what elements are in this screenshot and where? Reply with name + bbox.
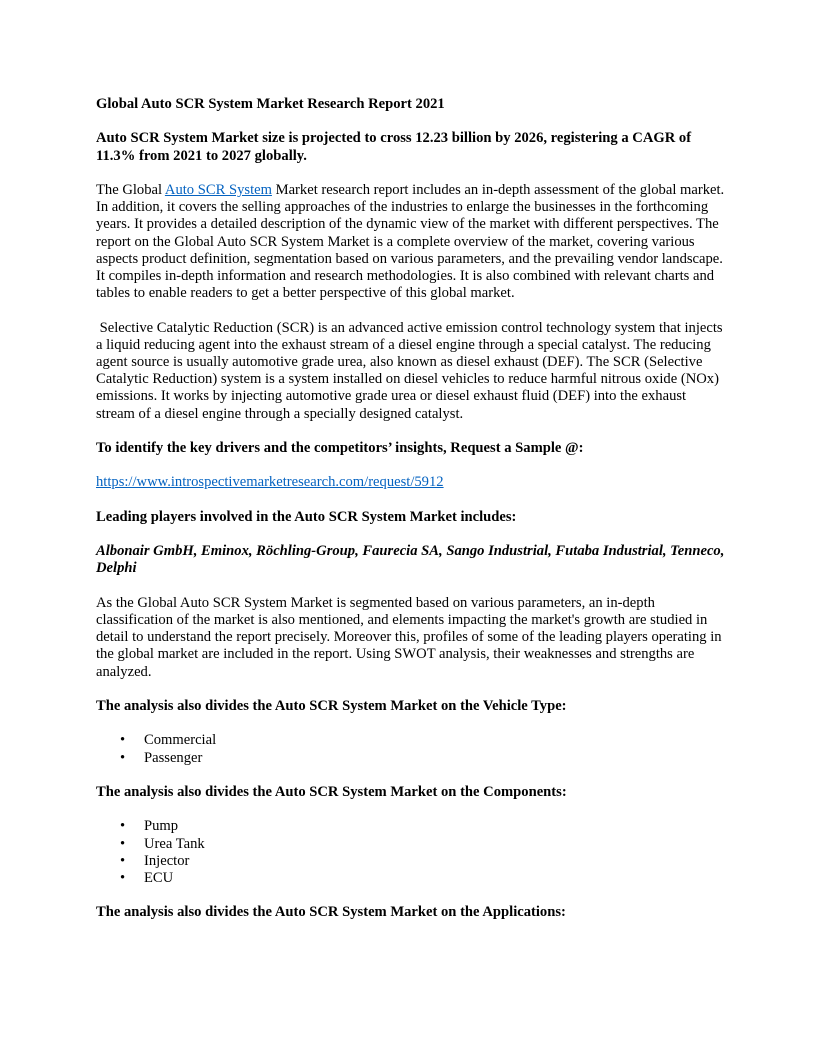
list-item bbox=[120, 852, 726, 870]
list-item bbox=[120, 869, 726, 887]
auto-scr-system-link[interactable]: Auto SCR System bbox=[164, 181, 272, 198]
market-size-headline: Auto SCR System Market size is projected to cross 12.23 billion by 2026, registering a CAGR of 11.3% from 2021 to 2027 globally. bbox=[96, 130, 692, 164]
intro-paragraph bbox=[96, 182, 726, 302]
bullet-icon: • bbox=[120, 835, 126, 852]
list-item-label: Pump bbox=[144, 818, 179, 835]
vehicle-type-heading: The analysis also divides the Auto SCR System Market on the Vehicle Type: bbox=[96, 697, 567, 714]
list-item bbox=[120, 732, 726, 749]
list-item bbox=[120, 835, 726, 853]
list-item-label: ECU bbox=[144, 869, 174, 886]
sample-request-link-paragraph bbox=[96, 474, 726, 491]
applications-heading: The analysis also divides the Auto SCR System Market on the Applications: bbox=[96, 904, 566, 921]
list-item-label: Passenger bbox=[144, 749, 203, 766]
list-item bbox=[120, 818, 726, 835]
document-title: Global Auto SCR System Market Research Report 2021 bbox=[96, 96, 445, 112]
players-heading: Leading players involved in the Auto SCR System Market includes: bbox=[96, 508, 517, 525]
vehicle-type-list bbox=[96, 732, 726, 766]
list-item-label: Injector bbox=[144, 852, 190, 869]
list-item bbox=[120, 749, 726, 767]
document-page bbox=[96, 96, 726, 939]
bullet-icon: • bbox=[120, 818, 126, 835]
bullet-icon: • bbox=[120, 732, 126, 749]
intro-text-rest: Market research report includes an in-depth assessment of the global market. In addition, it covers the selling approaches of the industries to enlarge the businesses in the forthcoming years. It provides a detailed description of the dynamic view of the market with different perspectives. The report on the Global Auto SCR System Market is a complete overview of the market, covering various aspects product definition, segmentation based on various parameters, and the prevailing vendor landscape. It compiles in-depth information and research methodologies. It is also combined with relevant charts and tables to enable readers to get a better perspective of this global market. bbox=[96, 181, 725, 302]
list-item-label: Urea Tank bbox=[144, 835, 205, 852]
components-heading: The analysis also divides the Auto SCR System Market on the Components: bbox=[96, 783, 567, 800]
sample-request-heading: To identify the key drivers and the competitors’ insights, Request a Sample @: bbox=[96, 440, 584, 456]
sample-request-link[interactable]: https://www.introspectivemarketresearch.com/request/5912 bbox=[96, 474, 444, 491]
bullet-icon: • bbox=[120, 869, 126, 886]
players-list: Albonair GmbH, Eminox, Röchling-Group, Faurecia SA, Sango Industrial, Futaba Industrial, Tenneco, Delphi bbox=[96, 543, 725, 577]
intro-text-start: The Global bbox=[96, 181, 165, 198]
scr-description-paragraph: Selective Catalytic Reduction (SCR) is an advanced active emission control technology system that injects a liquid reducing agent into the exhaust stream of a diesel engine through a special catalyst. The reducing agent source is usually automotive grade urea, also known as diesel exhaust (DEF). The SCR (Selective Catalytic Reduction) system is a system installed on diesel vehicles to reduce harmful nitrous oxide (NOx) emissions. It works by injecting automotive grade urea or diesel exhaust fluid (DEF) into the exhaust stream of a diesel engine through a specially designed catalyst. bbox=[96, 319, 727, 422]
bullet-icon: • bbox=[120, 749, 126, 766]
segmentation-paragraph: As the Global Auto SCR System Market is segmented based on various parameters, an in-depth classification of the market is also mentioned, and elements impacting the market's growth are studied in detail to understand the report precisely. Moreover this, profiles of some of the leading players operating in the global market are included in the report. Using SWOT analysis, their weaknesses and strengths are analyzed. bbox=[96, 594, 722, 680]
bullet-icon: • bbox=[120, 852, 126, 869]
list-item-label: Commercial bbox=[144, 732, 217, 749]
components-list bbox=[96, 818, 726, 887]
